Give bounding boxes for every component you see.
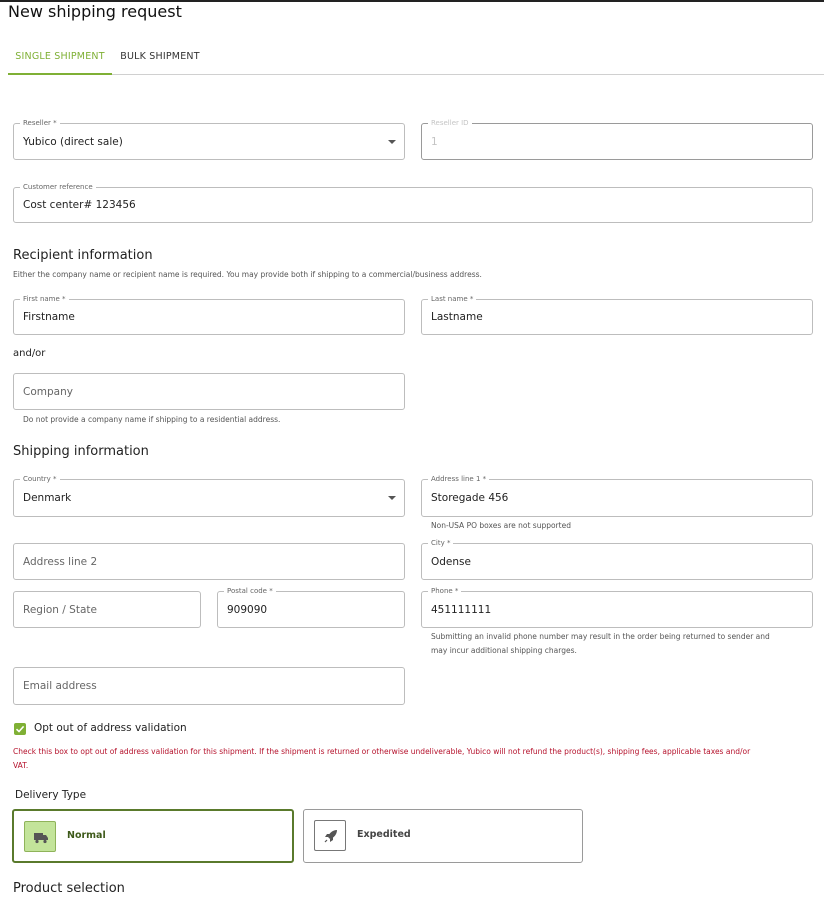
address-line-1-value: Storegade 456	[431, 492, 509, 504]
recipient-help-text: Either the company name or recipient name is required. You may provide both if shipping to a commercial/business address.	[13, 270, 482, 279]
reseller-label: Reseller *	[20, 118, 60, 129]
reseller-id-label: Reseller ID	[428, 118, 472, 129]
country-label: Country *	[20, 474, 60, 485]
page-title: New shipping request	[8, 2, 182, 21]
opt-out-label[interactable]: Opt out of address validation	[34, 722, 187, 734]
postal-code-value: 909090	[227, 603, 268, 616]
opt-out-checkbox[interactable]	[14, 723, 26, 735]
tab-single-shipment[interactable]: SINGLE SHIPMENT	[8, 48, 112, 75]
dropdown-caret-icon	[388, 496, 396, 500]
delivery-option-normal[interactable]	[12, 809, 294, 863]
company-placeholder: Company	[23, 385, 73, 398]
address-line-1-label: Address line 1 *	[428, 474, 489, 485]
phone-help-line-1: Submitting an invalid phone number may result in the order being returned to sender and	[431, 632, 770, 641]
reseller-select[interactable]	[13, 119, 405, 160]
tab-bar	[8, 48, 824, 75]
first-name-field[interactable]	[13, 295, 405, 335]
country-select[interactable]	[13, 475, 405, 517]
company-help-text: Do not provide a company name if shipping to a residential address.	[23, 415, 281, 424]
tab-bulk-shipment[interactable]: BULK SHIPMENT	[120, 51, 200, 62]
first-name-value: Firstname	[23, 311, 75, 323]
last-name-label: Last name *	[428, 294, 476, 305]
email-field[interactable]	[13, 667, 405, 705]
reseller-id-field	[421, 119, 813, 160]
delivery-type-title: Delivery Type	[15, 789, 87, 801]
postal-code-field[interactable]	[217, 587, 405, 628]
address-line-2-placeholder: Address line 2	[23, 555, 98, 568]
company-field[interactable]	[13, 373, 405, 410]
phone-label: Phone *	[428, 586, 461, 597]
customer-reference-value: Cost center# 123456	[23, 199, 136, 211]
address-line-2-field[interactable]	[13, 543, 405, 580]
opt-out-warning-line-2: VAT.	[13, 761, 29, 770]
first-name-label: First name *	[20, 294, 69, 305]
last-name-value: Lastname	[431, 311, 483, 323]
checkmark-icon	[15, 724, 25, 734]
truck-icon	[24, 821, 56, 852]
phone-help-line-2: may incur additional shipping charges.	[431, 646, 577, 655]
phone-value: 451111111	[431, 603, 492, 616]
delivery-option-expedited[interactable]	[303, 809, 583, 863]
phone-field[interactable]	[421, 587, 813, 628]
country-value: Denmark	[23, 492, 72, 504]
customer-reference-label: Customer reference	[20, 182, 96, 193]
city-value: Odense	[431, 555, 471, 568]
recipient-section-title: Recipient information	[13, 248, 153, 263]
city-label: City *	[428, 538, 453, 549]
product-section-title: Product selection	[13, 881, 125, 896]
dropdown-caret-icon	[388, 140, 396, 144]
rocket-icon	[314, 820, 346, 851]
delivery-option-normal-label: Normal	[67, 830, 106, 841]
postal-code-label: Postal code *	[224, 586, 276, 597]
reseller-id-value: 1	[431, 135, 438, 148]
address-line-1-field[interactable]	[421, 475, 813, 517]
customer-reference-field[interactable]	[13, 183, 813, 223]
shipping-section-title: Shipping information	[13, 444, 149, 459]
region-state-field[interactable]	[13, 591, 201, 628]
last-name-field[interactable]	[421, 295, 813, 335]
city-field[interactable]	[421, 539, 813, 580]
region-state-placeholder: Region / State	[23, 603, 97, 616]
address-line-1-help: Non-USA PO boxes are not supported	[431, 521, 571, 530]
opt-out-warning-line-1: Check this box to opt out of address validation for this shipment. If the shipment is returned or otherwise undeliverable, Yubico will not refund the product(s), shipping fees, applicable taxes and/or	[13, 747, 751, 756]
email-placeholder: Email address	[23, 680, 97, 692]
reseller-value: Yubico (direct sale)	[23, 135, 123, 148]
delivery-option-expedited-label: Expedited	[357, 829, 411, 840]
and-or-text: and/or	[13, 348, 46, 359]
